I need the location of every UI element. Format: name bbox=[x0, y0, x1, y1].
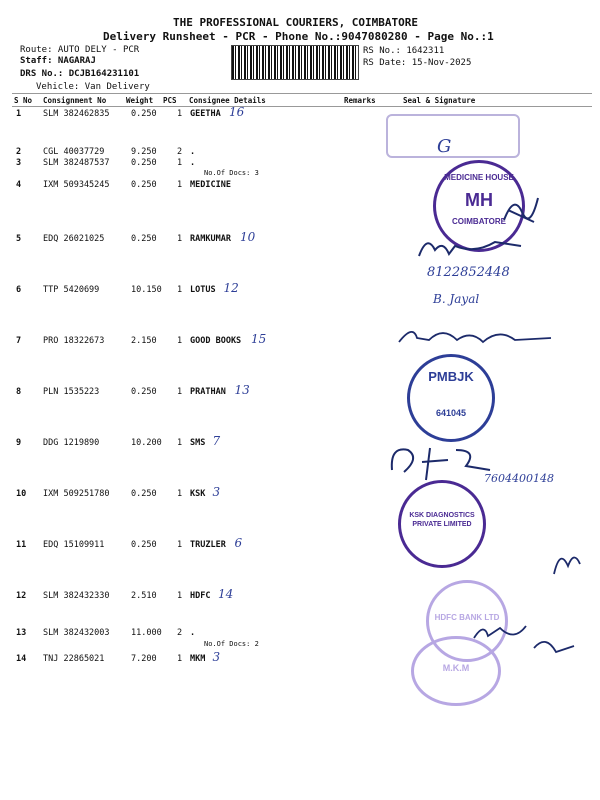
handwritten-mark: 15 bbox=[251, 332, 267, 346]
row-pcs: 1 bbox=[177, 387, 183, 397]
row-pcs: 1 bbox=[177, 285, 183, 295]
row-consignee: SMS bbox=[190, 438, 206, 448]
row-pcs: 2 bbox=[177, 147, 183, 157]
row-consignment: PLN 1535223 bbox=[43, 387, 100, 397]
row-consignment: SLM 382487537 bbox=[43, 158, 110, 168]
row-pcs: 1 bbox=[177, 489, 183, 499]
row-weight: 11.000 bbox=[131, 628, 162, 638]
handwritten-mark: 16 bbox=[229, 105, 245, 119]
handwritten-mark: 12 bbox=[223, 281, 239, 295]
rs-date: RS Date: 15-Nov-2025 bbox=[363, 58, 472, 68]
header-rule-bottom bbox=[12, 106, 592, 107]
handwritten-mark: 3 bbox=[212, 485, 221, 499]
row-consignee: MKM bbox=[190, 654, 206, 664]
row-consignment: IXM 509251780 bbox=[43, 489, 110, 499]
row-pcs: 1 bbox=[177, 591, 183, 601]
row-sno: 4 bbox=[16, 180, 22, 190]
row-pcs: 1 bbox=[177, 336, 183, 346]
stamp-text: PMBJK bbox=[428, 369, 474, 384]
handwritten-mark: 10 bbox=[240, 230, 256, 244]
signature bbox=[386, 440, 496, 484]
row-consignee: RAMKUMAR bbox=[190, 234, 231, 244]
row-pcs: 2 bbox=[177, 628, 183, 638]
row-weight: 0.250 bbox=[131, 234, 157, 244]
row-consignee: . bbox=[190, 147, 196, 157]
row-pcs: 1 bbox=[177, 180, 183, 190]
col-remarks: Remarks bbox=[344, 96, 376, 105]
row-consignee: MEDICINE bbox=[190, 180, 231, 190]
row-pcs: 1 bbox=[177, 109, 183, 119]
stamp-text: M.K.M bbox=[442, 663, 470, 673]
row-sno: 10 bbox=[16, 489, 27, 499]
row-consignee: GEETHA bbox=[190, 109, 221, 119]
route-text: Route: AUTO DELY - PCR bbox=[20, 45, 140, 55]
docs-note: No.Of Docs: 2 bbox=[204, 640, 259, 648]
row-consignment: SLM 382432330 bbox=[43, 591, 110, 601]
row-sno: 9 bbox=[16, 438, 22, 448]
col-sno: S No bbox=[14, 96, 33, 105]
ksk-stamp bbox=[398, 480, 486, 568]
row-pcs: 1 bbox=[177, 234, 183, 244]
row-weight: 9.250 bbox=[131, 147, 157, 157]
row-consignee: LOTUS bbox=[190, 285, 216, 295]
row-consignee: KSK bbox=[190, 489, 206, 499]
handwritten-mark: 3 bbox=[212, 650, 221, 664]
row-consignment: DDG 1219890 bbox=[43, 438, 100, 448]
row-sno: 12 bbox=[16, 591, 27, 601]
row-sno: 11 bbox=[16, 540, 27, 550]
stamp-text: COIMBATORE bbox=[452, 217, 506, 226]
row-consignment: TNJ 22865021 bbox=[43, 654, 105, 664]
staff-text: Staff: NAGARAJ bbox=[20, 56, 96, 66]
row-sno: 6 bbox=[16, 285, 22, 295]
drs-number: DRS No.: DCJB164231101 bbox=[20, 69, 140, 79]
row-consignee: . bbox=[190, 158, 196, 168]
row-pcs: 1 bbox=[177, 438, 183, 448]
stamp-text: 641045 bbox=[435, 408, 467, 418]
handwritten-phone: 8122852448 bbox=[427, 265, 510, 280]
col-consignment: Consignment No bbox=[43, 96, 107, 105]
header-rule-top bbox=[12, 93, 592, 94]
row-weight: 0.250 bbox=[131, 180, 157, 190]
stamp-logo: MH bbox=[465, 190, 493, 210]
row-weight: 0.250 bbox=[131, 109, 157, 119]
col-seal: Seal & Signature bbox=[403, 96, 476, 105]
row-sno: 2 bbox=[16, 147, 22, 157]
row-consignment: IXM 509345245 bbox=[43, 180, 110, 190]
barcode bbox=[231, 45, 359, 80]
vehicle-text: Vehicle: Van Delivery bbox=[36, 82, 150, 92]
row-weight: 2.510 bbox=[131, 591, 157, 601]
col-pcs: PCS bbox=[163, 96, 177, 105]
docs-note: No.Of Docs: 3 bbox=[204, 169, 259, 177]
signature bbox=[395, 322, 555, 350]
row-pcs: 1 bbox=[177, 654, 183, 664]
row-weight: 10.150 bbox=[131, 285, 162, 295]
row-weight: 0.250 bbox=[131, 158, 157, 168]
row-weight: 7.200 bbox=[131, 654, 157, 664]
runsheet-subtitle: Delivery Runsheet - PCR - Phone No.:9047080280 - Page No.:1 bbox=[103, 30, 494, 43]
faint-stamp bbox=[386, 114, 520, 158]
row-sno: 5 bbox=[16, 234, 22, 244]
stamp-text: MEDICINE HOUSE bbox=[444, 173, 514, 182]
signature bbox=[500, 190, 540, 230]
row-sno: 14 bbox=[16, 654, 27, 664]
row-consignment: TTP 5420699 bbox=[43, 285, 100, 295]
stamp-text: KSK DIAGNOSTICS PRIVATE LIMITED bbox=[409, 512, 475, 528]
handwritten-mark: 13 bbox=[234, 383, 250, 397]
row-consignment: CGL 40037729 bbox=[43, 147, 105, 157]
row-consignment: PRO 18322673 bbox=[43, 336, 105, 346]
row-sno: 1 bbox=[16, 109, 22, 119]
row-consignment: SLM 382462835 bbox=[43, 109, 110, 119]
row-weight: 0.250 bbox=[131, 489, 157, 499]
rs-number: RS No.: 1642311 bbox=[363, 46, 445, 56]
stamp-text: HDFC BANK LTD bbox=[434, 613, 500, 622]
row-consignee: HDFC bbox=[190, 591, 211, 601]
row-weight: 2.150 bbox=[131, 336, 157, 346]
col-consignee: Consignee Details bbox=[189, 96, 266, 105]
row-weight: 0.250 bbox=[131, 387, 157, 397]
signature bbox=[550, 546, 584, 578]
company-title: THE PROFESSIONAL COURIERS, COIMBATORE bbox=[173, 16, 419, 29]
row-consignment: EDQ 26021025 bbox=[43, 234, 105, 244]
mkm-stamp bbox=[411, 636, 501, 706]
col-weight: Weight bbox=[126, 96, 154, 105]
row-pcs: 1 bbox=[177, 158, 183, 168]
handwritten-mark: 7 bbox=[212, 434, 221, 448]
signature bbox=[415, 232, 525, 262]
handwritten-mark: 14 bbox=[218, 587, 234, 601]
row-weight: 10.200 bbox=[131, 438, 162, 448]
handwritten-mark: G bbox=[437, 136, 452, 157]
row-consignee: TRUZLER bbox=[190, 540, 226, 550]
row-consignee: PRATHAN bbox=[190, 387, 226, 397]
handwritten-signature: B. Jayal bbox=[433, 292, 480, 306]
row-consignment: SLM 382432003 bbox=[43, 628, 110, 638]
row-consignee: . bbox=[190, 628, 196, 638]
row-weight: 0.250 bbox=[131, 540, 157, 550]
row-pcs: 1 bbox=[177, 540, 183, 550]
row-sno: 8 bbox=[16, 387, 22, 397]
row-consignment: EDQ 15109911 bbox=[43, 540, 105, 550]
row-sno: 7 bbox=[16, 336, 22, 346]
row-sno: 3 bbox=[16, 158, 22, 168]
handwritten-mark: 6 bbox=[234, 536, 243, 550]
row-consignee: GOOD BOOKS bbox=[190, 336, 242, 346]
row-sno: 13 bbox=[16, 628, 27, 638]
pmbjk-stamp bbox=[407, 354, 495, 442]
handwritten-phone: 7604400148 bbox=[484, 472, 554, 485]
